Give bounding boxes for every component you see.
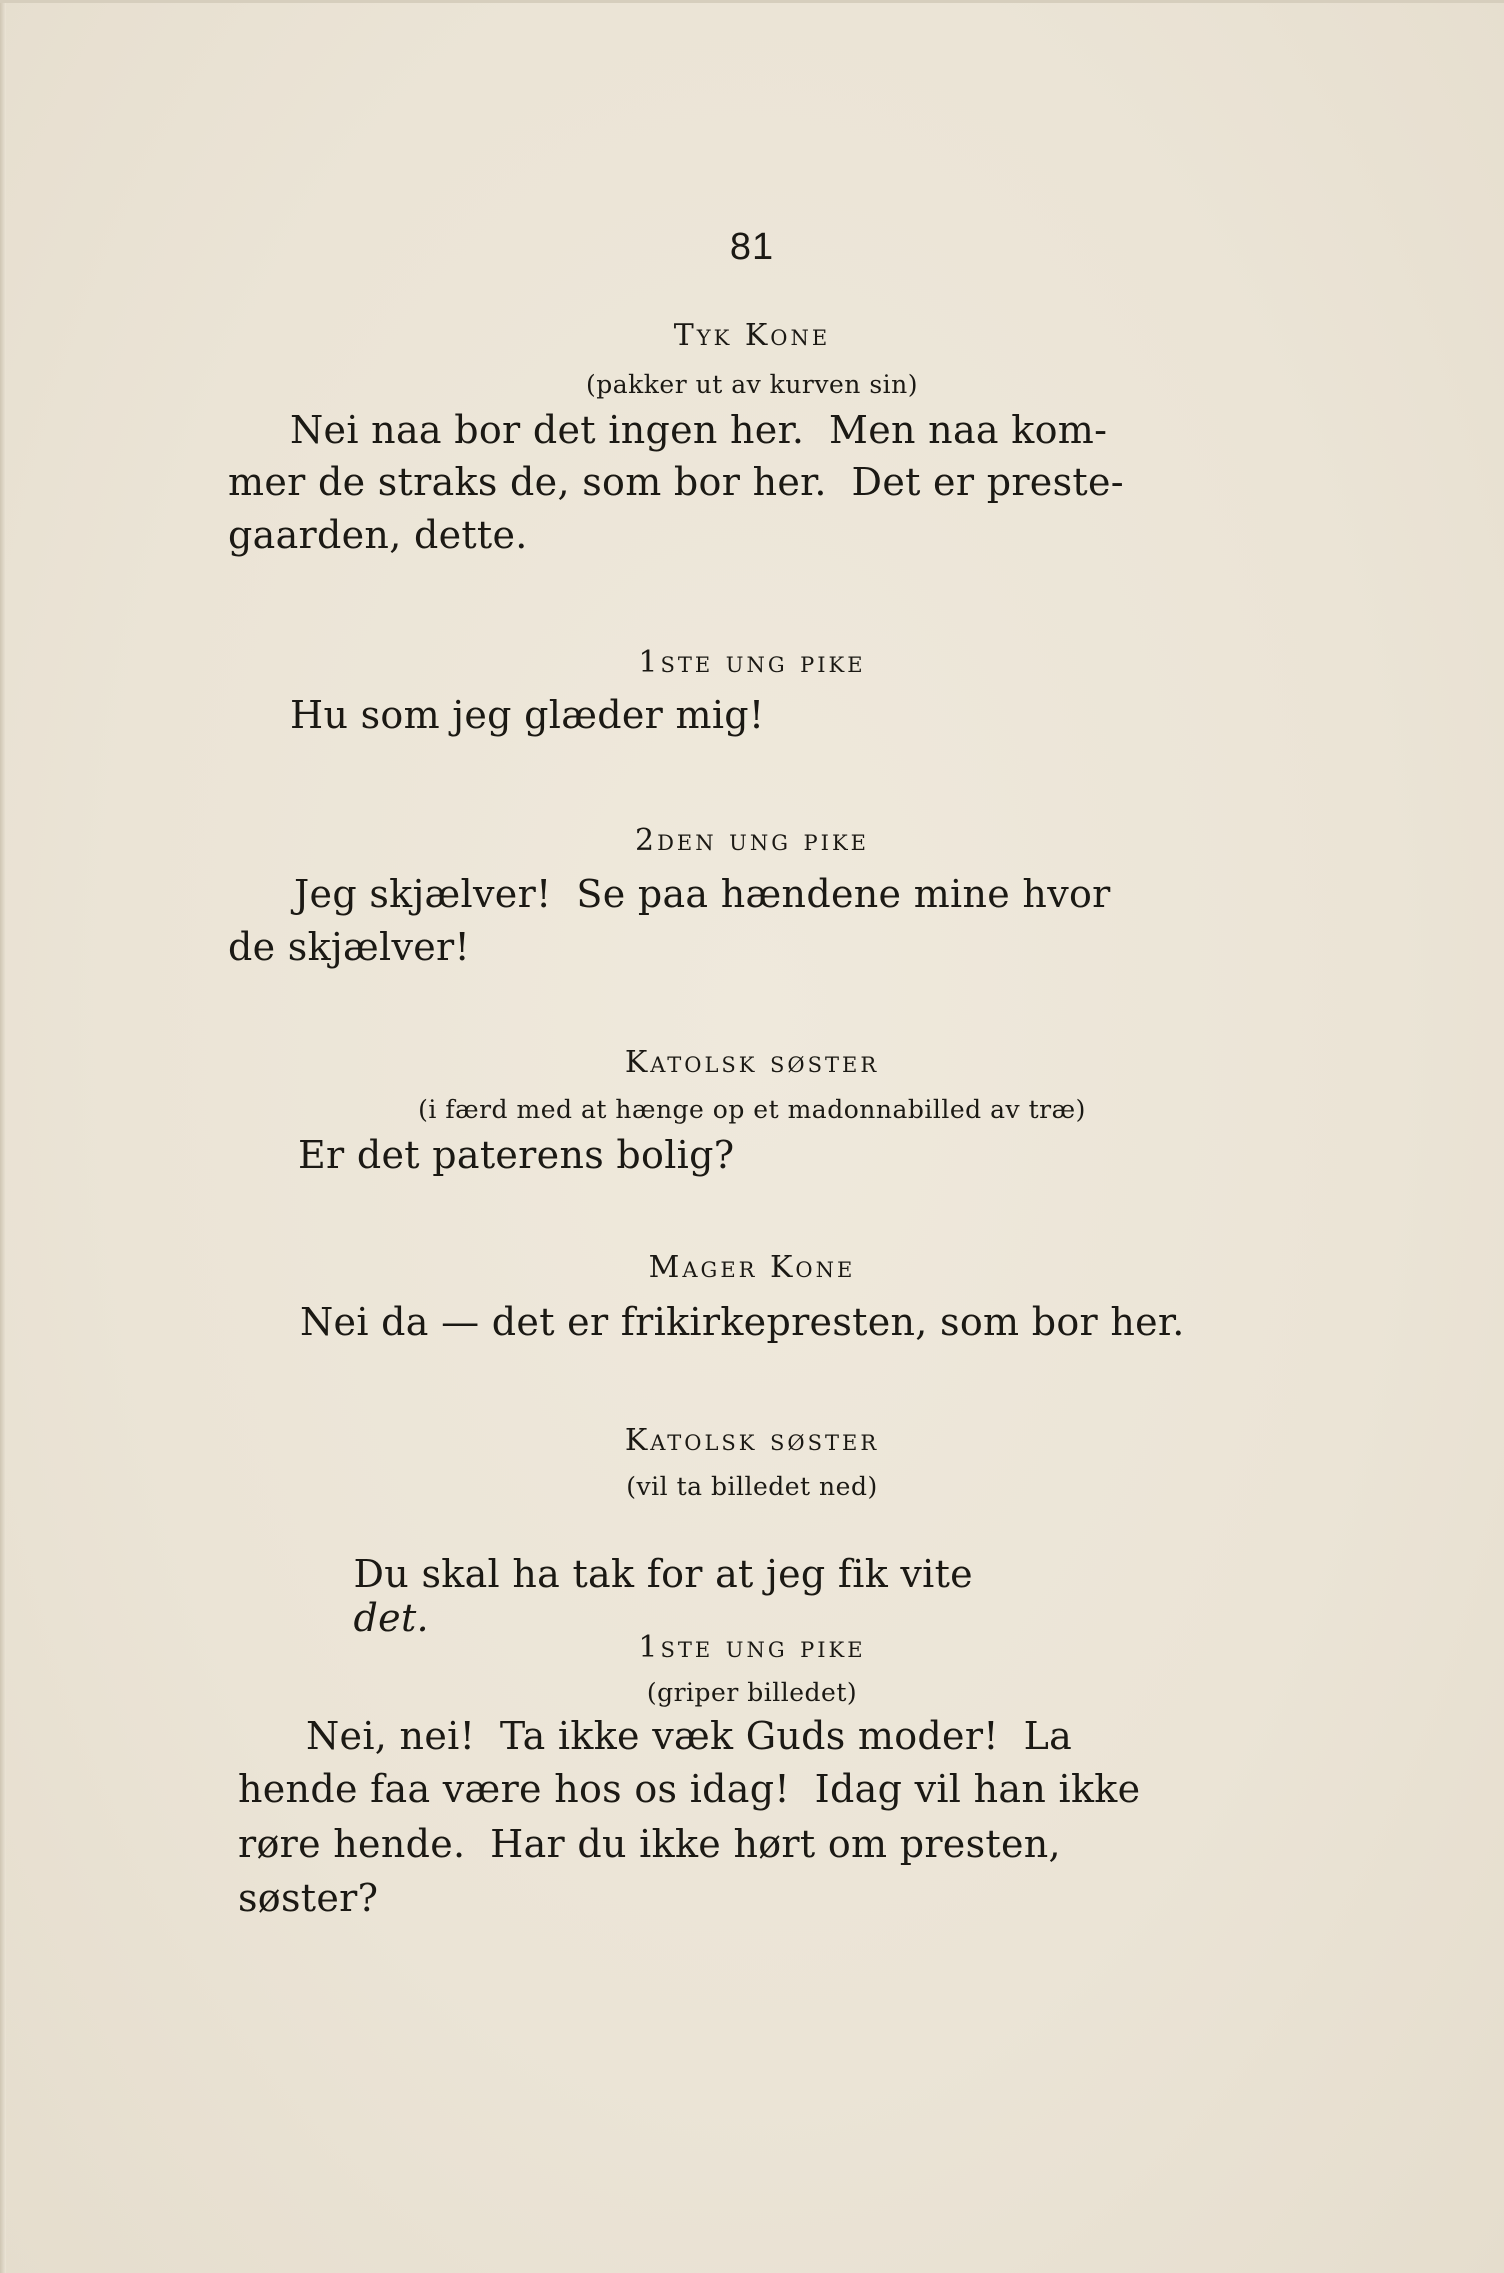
stage-direction: (pakker ut av kurven sin)	[585, 370, 919, 399]
dialogue-line: Hu som jeg glæder mig!	[290, 693, 765, 737]
stage-direction: (i færd med at hænge op et madonnabilled av træ)	[418, 1095, 1086, 1124]
speaker-heading: Mager Kone	[648, 1250, 856, 1285]
dialogue-line	[290, 408, 1188, 452]
dialogue-text: Nei, nei! Ta ikke væk Guds moder! La	[306, 1714, 1073, 1758]
page-top-edge	[0, 0, 1504, 3]
speaker-heading: 2den ung pike	[635, 823, 869, 858]
dialogue-line: søster?	[238, 1876, 379, 1920]
dialogue-line	[306, 1714, 1198, 1758]
dialogue-text: Jeg skjælver! Se paa hændene mine hvor	[294, 872, 1111, 916]
speaker-heading: Katolsk søster	[624, 1045, 880, 1080]
stage-direction: (griper billedet)	[646, 1678, 858, 1707]
dialogue-line	[294, 872, 1190, 916]
dialogue-line: gaarden, dette.	[228, 513, 528, 557]
dialogue-line	[238, 1767, 1198, 1811]
dialogue-text: mer de straks de, som bor her. Det er preste-	[228, 460, 1124, 504]
dialogue-line: de skjælver!	[228, 925, 471, 969]
dialogue-emphasis: det.	[353, 1596, 429, 1640]
speaker-heading: 1ste ung pike	[638, 645, 866, 680]
dialogue-text: hende faa være hos os idag! Idag vil han ikke	[238, 1767, 1141, 1811]
dialogue-line: Er det paterens bolig?	[298, 1133, 735, 1177]
stage-direction: (vil ta billedet ned)	[626, 1472, 878, 1501]
page-number: 81	[729, 226, 775, 268]
dialogue-text: Nei naa bor det ingen her. Men naa kom-	[290, 408, 1108, 452]
dialogue-line	[238, 1822, 1198, 1866]
dialogue-text: Du skal ha tak for at jeg fik vite	[353, 1552, 973, 1596]
dialogue-line: Nei da — det er frikirkepresten, som bor her.	[300, 1300, 1185, 1344]
speaker-heading: Katolsk søster	[624, 1423, 880, 1458]
dialogue-line	[228, 460, 1190, 504]
dialogue-text: røre hende. Har du ikke hørt om presten,	[238, 1822, 1061, 1866]
speaker-heading: Tyk Kone	[673, 318, 831, 353]
speaker-heading: 1ste ung pike	[638, 1630, 866, 1665]
